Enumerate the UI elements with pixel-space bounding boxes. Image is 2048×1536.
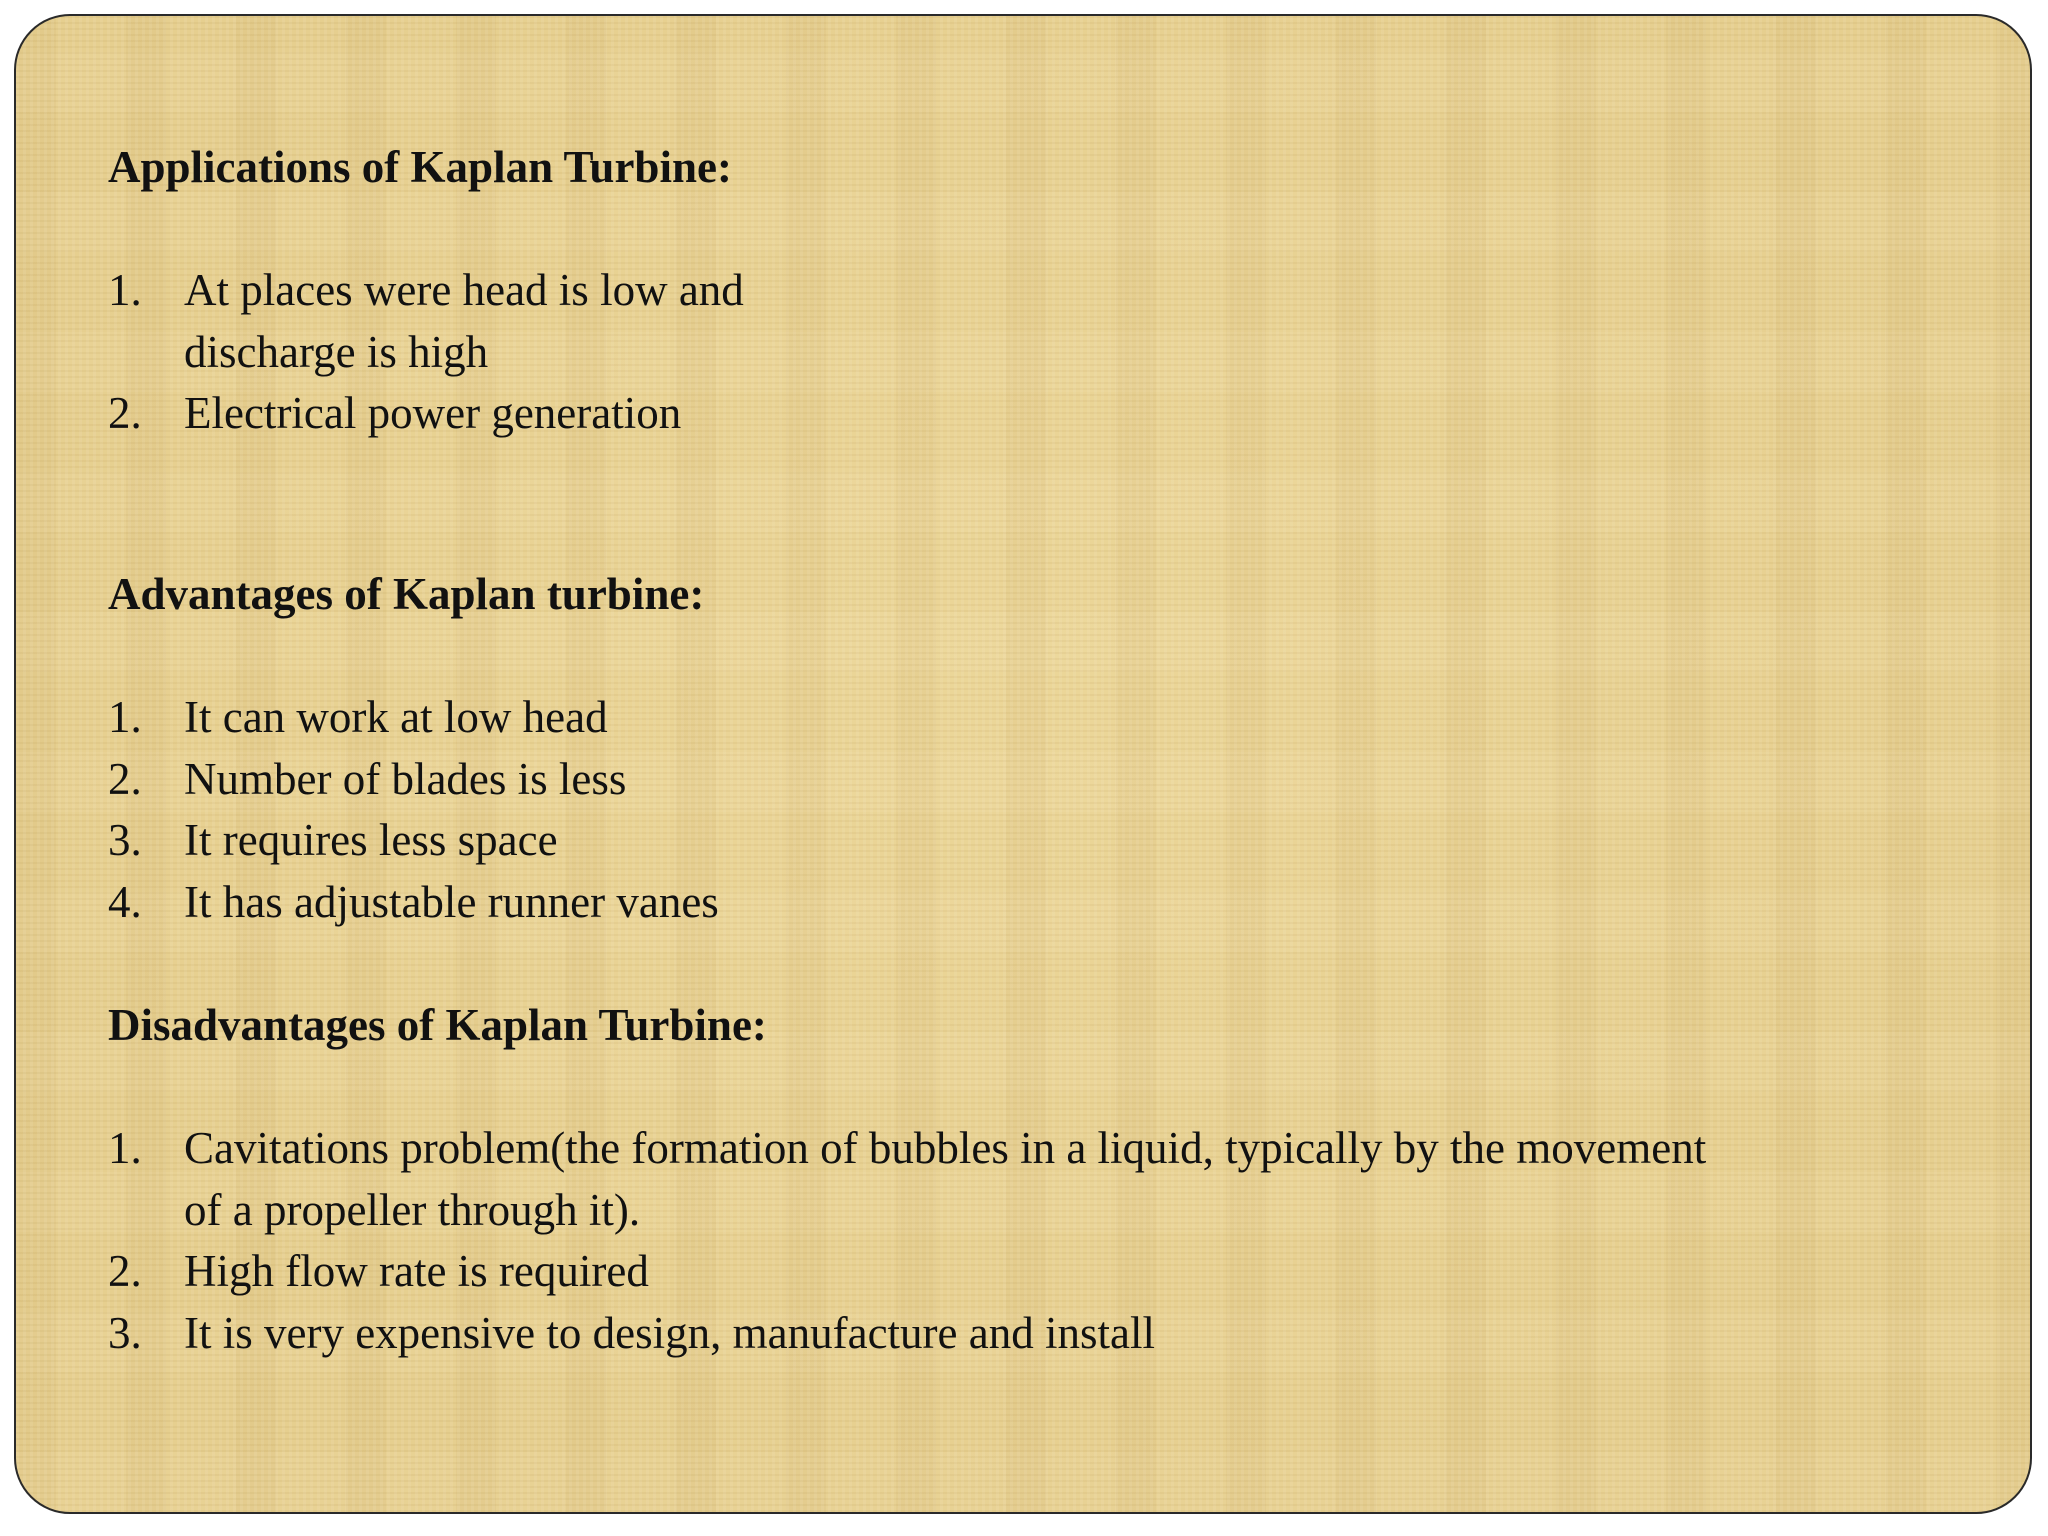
list-text: High flow rate is required [184, 1246, 649, 1296]
list-number: 2. [108, 388, 142, 438]
disadvantages-list [108, 1118, 1988, 1364]
applications-list [108, 260, 1988, 445]
list-item [108, 749, 1988, 811]
disadvantages-heading: Disadvantages of Kaplan Turbine: [108, 1000, 767, 1050]
list-text [184, 1118, 1988, 1241]
list-text [184, 260, 1988, 383]
list-text-line: discharge is high [184, 326, 489, 377]
advantages-heading: Advantages of Kaplan turbine: [108, 569, 705, 619]
list-item [108, 810, 1988, 872]
list-number: 3. [108, 1307, 142, 1358]
advantages-section [108, 563, 1988, 933]
list-number: 2. [108, 1246, 142, 1296]
list-item [108, 687, 1988, 749]
list-item [108, 1118, 1988, 1241]
applications-section [108, 136, 1988, 445]
list-item [108, 383, 1988, 445]
list-item [108, 1303, 1988, 1365]
list-item [108, 260, 1988, 383]
list-text-line: of a propeller through it). [184, 1184, 641, 1235]
list-number: 2. [108, 753, 142, 804]
list-text: It requires less space [184, 815, 558, 865]
list-text: Electrical power generation [184, 388, 682, 438]
advantages-list [108, 687, 1988, 933]
list-number: 4. [108, 876, 142, 927]
list-text: It can work at low head [184, 692, 608, 742]
list-item [108, 1241, 1988, 1303]
list-text: It is very expensive to design, manufacture and install [184, 1307, 1155, 1358]
list-number: 1. [108, 1123, 142, 1173]
list-text-line: At places were head is low and [184, 265, 744, 315]
list-item [108, 872, 1988, 934]
list-text: Number of blades is less [184, 753, 627, 804]
list-number: 3. [108, 815, 142, 865]
slide [14, 14, 2032, 1514]
list-text-line: Cavitations problem(the formation of bubbles in a liquid, typically by the movement [184, 1123, 1707, 1173]
disadvantages-section [108, 994, 1988, 1364]
list-number: 1. [108, 265, 142, 315]
applications-heading: Applications of Kaplan Turbine: [108, 142, 732, 192]
list-text: It has adjustable runner vanes [184, 876, 719, 927]
list-number: 1. [108, 692, 142, 742]
